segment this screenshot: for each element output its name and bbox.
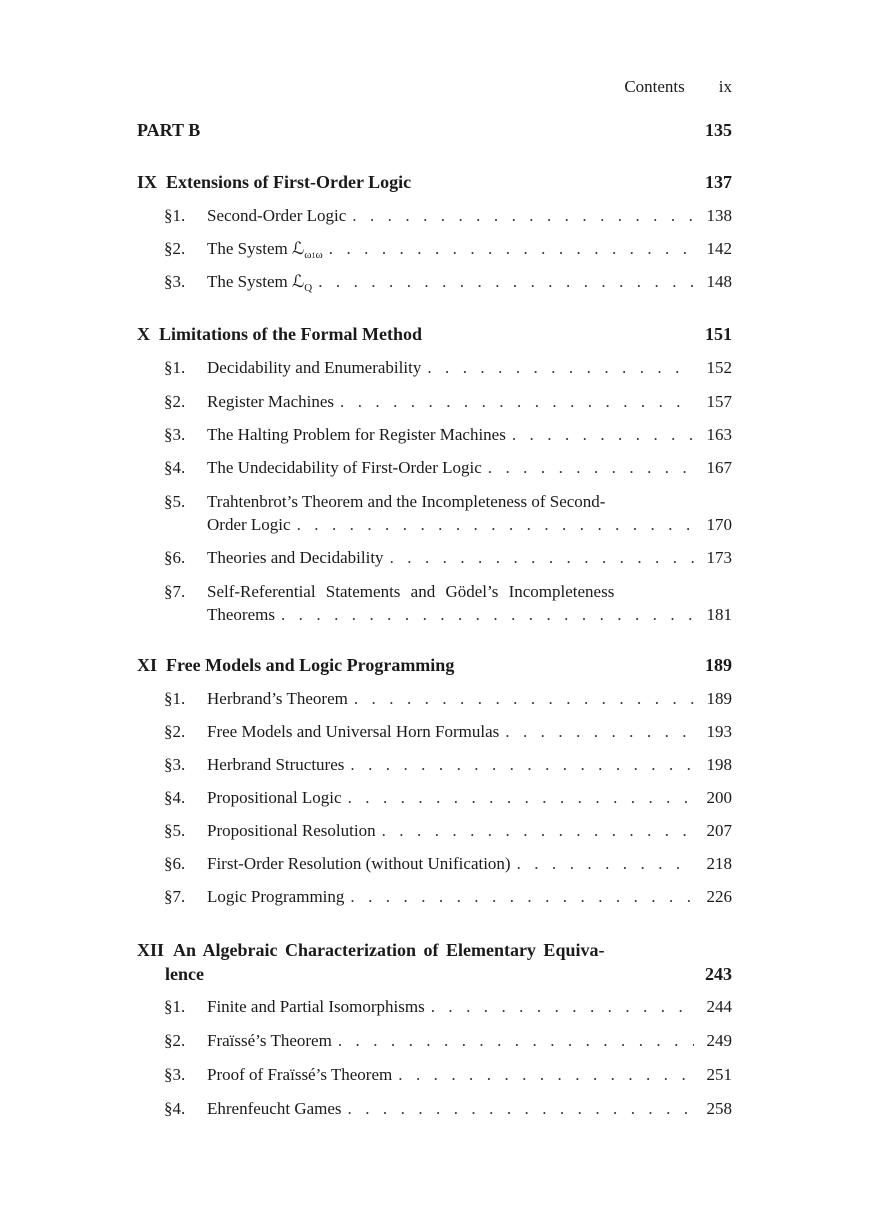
section-title-line1: Self-Referential Statements and Gödel’s Incompleteness: [207, 582, 615, 601]
section-page: 218: [706, 854, 732, 873]
section-title: The Undecidability of First-Order Logic: [207, 458, 482, 477]
section-page: 163: [706, 425, 732, 444]
section-page: 148: [706, 272, 732, 291]
section-page: 193: [706, 722, 732, 741]
toc-entry[interactable]: [164, 722, 732, 742]
toc-entry[interactable]: [164, 548, 732, 568]
section-number: §7.: [164, 887, 186, 906]
section-page: 152: [706, 358, 732, 377]
section-number: §2.: [164, 239, 186, 258]
chapter-page: 189: [705, 655, 732, 675]
leader-dots: [350, 755, 694, 775]
leader-dots: [354, 689, 694, 709]
section-page: 258: [706, 1099, 732, 1118]
toc-entry[interactable]: [164, 821, 732, 841]
chapter-title: Extensions of First-Order Logic: [166, 172, 412, 192]
toc-entry[interactable]: [164, 1031, 732, 1051]
section-title: The Halting Problem for Register Machines: [207, 425, 506, 444]
section-page: 244: [706, 997, 732, 1016]
toc-entry[interactable]: [164, 239, 732, 261]
section-page: 173: [706, 548, 732, 567]
section-title: Ehrenfeucht Games: [207, 1099, 342, 1118]
section-number: §5.: [164, 492, 186, 511]
toc-entry[interactable]: [164, 425, 732, 445]
toc-entry[interactable]: [164, 358, 732, 378]
section-title: Decidability and Enumerability: [207, 358, 422, 377]
section-page: 142: [706, 239, 732, 258]
chapter-number: XII: [137, 940, 165, 960]
section-title: Fraïssé’s Theorem: [207, 1031, 332, 1050]
section-number: §3.: [164, 1065, 186, 1084]
section-number: §2.: [164, 392, 186, 411]
toc-entry[interactable]: [164, 582, 732, 625]
toc-entry[interactable]: [164, 492, 732, 535]
leader-dots: [512, 425, 694, 445]
part-heading[interactable]: [137, 120, 732, 141]
q-subscript: Q: [304, 282, 313, 294]
section-page: 138: [706, 206, 732, 225]
leader-dots: [281, 605, 694, 625]
section-page: 198: [706, 755, 732, 774]
section-number: §6.: [164, 548, 186, 567]
chapter-title: Limitations of the Formal Method: [159, 324, 422, 344]
toc-entry[interactable]: [164, 887, 732, 907]
section-number: §1.: [164, 689, 186, 708]
toc-entry[interactable]: [164, 206, 732, 226]
toc-entry[interactable]: [164, 458, 732, 478]
section-number: §7.: [164, 582, 186, 601]
leader-dots: [431, 997, 694, 1017]
section-title: Second-Order Logic: [207, 206, 347, 225]
toc-entry[interactable]: [164, 1065, 732, 1085]
section-page: 189: [706, 689, 732, 708]
leader-dots: [340, 392, 694, 412]
chapter-heading-xi[interactable]: [137, 655, 732, 676]
toc-entry[interactable]: [164, 689, 732, 709]
toc-entry[interactable]: [164, 755, 732, 775]
leader-dots: [352, 206, 694, 226]
chapter-title-line1: An Algebraic Characterization of Elementary Equiva-: [173, 940, 605, 960]
running-head-title: Contents: [624, 77, 685, 96]
section-number: §4.: [164, 1099, 186, 1118]
section-title-line1: Trahtenbrot’s Theorem and the Incompleteness of Second-: [207, 492, 606, 511]
leader-dots: [382, 821, 694, 841]
section-title: Proof of Fraïssé’s Theorem: [207, 1065, 393, 1084]
section-title: Propositional Logic: [207, 788, 342, 807]
running-head: [560, 77, 732, 97]
section-number: §4.: [164, 458, 186, 477]
section-title: Theories and Decidability: [207, 548, 384, 567]
running-head-page-number: ix: [718, 77, 732, 96]
leader-dots: [348, 788, 694, 808]
section-page: 167: [706, 458, 732, 477]
section-number: §3.: [164, 272, 186, 291]
part-label: PART B: [137, 120, 201, 140]
chapter-number: X: [137, 324, 150, 344]
leader-dots: [517, 854, 694, 874]
section-page: 226: [706, 887, 732, 906]
leader-dots: [318, 272, 694, 292]
section-title: Free Models and Universal Horn Formulas: [207, 722, 500, 741]
omega-subscript: ω1ω: [304, 249, 323, 261]
section-number: §1.: [164, 358, 186, 377]
section-number: §2.: [164, 1031, 186, 1050]
section-title: The System ℒ: [207, 272, 305, 291]
section-title: Herbrand Structures: [207, 755, 345, 774]
section-page: 251: [706, 1065, 732, 1084]
section-number: §3.: [164, 425, 186, 444]
section-title: Logic Programming: [207, 887, 345, 906]
chapter-title-line2: lence: [165, 964, 204, 984]
leader-dots: [390, 548, 694, 568]
chapter-page: 151: [705, 324, 732, 344]
section-page: 200: [706, 788, 732, 807]
toc-entry[interactable]: [164, 997, 732, 1017]
leader-dots: [505, 722, 694, 742]
toc-entry[interactable]: [164, 854, 732, 874]
section-number: §2.: [164, 722, 186, 741]
leader-dots: [488, 458, 694, 478]
leader-dots: [329, 239, 694, 259]
section-title: Propositional Resolution: [207, 821, 376, 840]
section-page: 170: [706, 515, 732, 534]
section-page: 207: [706, 821, 732, 840]
chapter-heading-x[interactable]: [137, 324, 732, 345]
section-page: 181: [706, 605, 732, 624]
toc-entry[interactable]: [164, 788, 732, 808]
section-title-line2: Order Logic: [207, 515, 291, 534]
chapter-number: IX: [137, 172, 158, 192]
leader-dots: [427, 358, 694, 378]
section-number: §1.: [164, 206, 186, 225]
chapter-heading-ix[interactable]: [137, 172, 732, 193]
part-page: 135: [705, 120, 732, 140]
section-number: §4.: [164, 788, 186, 807]
section-number: §1.: [164, 997, 186, 1016]
section-title: First-Order Resolution (without Unification): [207, 854, 511, 873]
section-number: §5.: [164, 821, 186, 840]
chapter-title: Free Models and Logic Programming: [166, 655, 455, 675]
chapter-page: 243: [705, 964, 732, 984]
toc-entry[interactable]: [164, 392, 732, 412]
leader-dots: [350, 887, 694, 907]
section-title: The System ℒ: [207, 239, 305, 258]
toc-entry[interactable]: [164, 1099, 732, 1119]
section-page: 249: [706, 1031, 732, 1050]
section-title: Register Machines: [207, 392, 334, 411]
chapter-number: XI: [137, 655, 158, 675]
leader-dots: [398, 1065, 694, 1085]
section-title: Herbrand’s Theorem: [207, 689, 348, 708]
section-number: §3.: [164, 755, 186, 774]
toc-entry[interactable]: [164, 272, 732, 294]
chapter-page: 137: [705, 172, 732, 192]
leader-dots: [348, 1099, 694, 1119]
section-number: §6.: [164, 854, 186, 873]
leader-dots: [297, 515, 694, 535]
section-title: Finite and Partial Isomorphisms: [207, 997, 425, 1016]
chapter-heading-xii[interactable]: [137, 940, 732, 985]
section-title-line2: Theorems: [207, 605, 275, 624]
section-page: 157: [706, 392, 732, 411]
leader-dots: [338, 1031, 694, 1051]
